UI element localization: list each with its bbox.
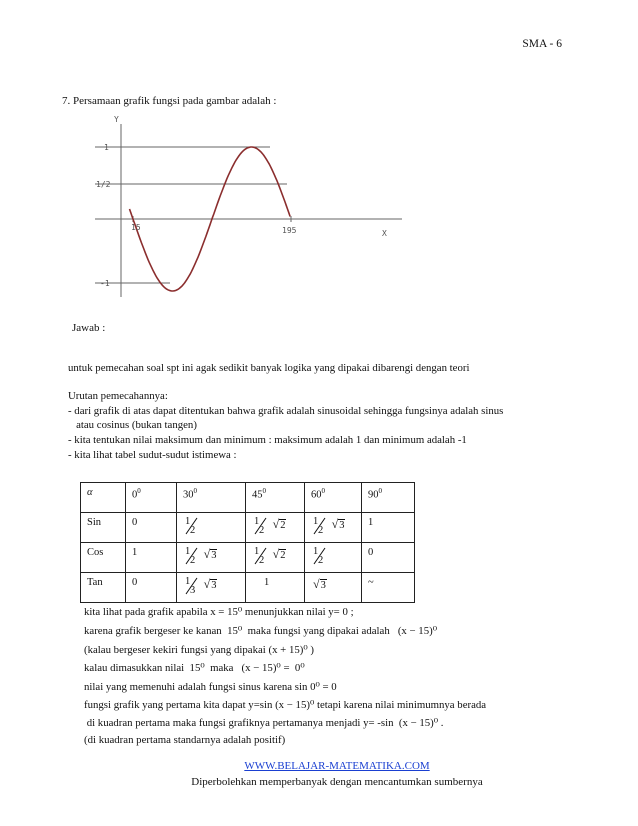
tan-60 (305, 573, 362, 603)
row-label-tan: Tan (81, 573, 126, 603)
step-2: - kita tentukan nilai maksimum dan minimum : maksimum adalah 1 dan minimum adalah -1 (68, 434, 467, 446)
sqrt-3: √3 (203, 547, 217, 561)
degree-mark: 0 (321, 487, 325, 495)
y-tick-half: 1/2 (96, 180, 111, 189)
angle-0: 0 (132, 489, 138, 501)
fraction-half: 1 2 (185, 516, 196, 536)
degree-mark: 0 (262, 487, 266, 495)
x-axis-label: X (382, 229, 387, 238)
cos-45 (246, 543, 305, 573)
row-label-sin: Sin (81, 513, 126, 543)
step-1b: atau cosinus (bukan tangen) (68, 419, 197, 431)
explanation-line-1: kita lihat pada grafik apabila x = 15⁰ menunjukkan nilai y= 0 ; (84, 606, 354, 618)
sqrt-2: √2 (272, 547, 286, 561)
sqrt-3: √3 (331, 517, 345, 531)
table-header-row (81, 483, 415, 513)
sin-30 (177, 513, 246, 543)
table-row-sin (81, 513, 415, 543)
fraction-half: 1 2 (254, 546, 265, 566)
alpha-symbol: α (87, 487, 93, 498)
fraction-half: 1 2 (313, 516, 324, 536)
fraction-third: 1 3 (185, 576, 196, 596)
degree-mark: 0 (137, 487, 141, 495)
y-axis-label: Y (114, 115, 119, 124)
cos-30 (177, 543, 246, 573)
intro-text: untuk pemecahan soal spt ini agak sedikit banyak logika yang dipakai dibarengi dengan teori (68, 362, 470, 374)
sin-90: 1 (362, 513, 415, 543)
explanation-line-7: di kuadran pertama maka fungsi grafiknya pertamanya menjadi y= -sin (x − 15)⁰ . (84, 717, 444, 729)
fraction-half: 1 2 (185, 546, 196, 566)
y-tick-1: 1 (104, 143, 109, 152)
cos-0: 1 (126, 543, 177, 573)
explanation-line-8: (di kuadran pertama standarnya adalah positif) (84, 734, 286, 746)
tan-0: 0 (126, 573, 177, 603)
explanation-line-3: (kalau bergeser kekiri fungsi yang dipakai (x + 15)⁰ ) (84, 644, 314, 656)
tan-90: ~ (362, 573, 415, 603)
x-tick-195: 195 (282, 226, 297, 235)
angle-90: 90 (368, 489, 379, 501)
explanation-line-2: karena grafik bergeser ke kanan 15⁰ maka fungsi yang dipakai adalah (x − 15)⁰ (84, 625, 438, 637)
explanation-line-6: fungsi grafik yang pertama kita dapat y=sin (x − 15)⁰ tetapi karena nilai minimumnya berada (84, 699, 487, 711)
table-row-cos (81, 543, 415, 573)
sin-45 (246, 513, 305, 543)
steps-title: Urutan pemecahannya: (68, 390, 168, 402)
footer-note: Diperbolehkan memperbanyak dengan mencantumkan sumbernya (191, 776, 483, 788)
question-text: 7. Persamaan grafik fungsi pada gambar adalah : (62, 95, 277, 107)
y-tick-minus1: -1 (100, 279, 110, 288)
sine-graph (90, 112, 410, 302)
sqrt-2: √2 (272, 517, 286, 531)
special-angles-table (80, 482, 415, 603)
fraction-half: 1 2 (254, 516, 265, 536)
angle-30: 30 (183, 489, 194, 501)
page-label: SMA - 6 (522, 38, 562, 50)
explanation-line-5: nilai yang memenuhi adalah fungsi sinus karena sin 0⁰ = 0 (84, 681, 337, 693)
sin-0: 0 (126, 513, 177, 543)
angle-60: 60 (311, 489, 322, 501)
tan-45: 1 (246, 573, 305, 603)
sqrt-3: √3 (313, 577, 326, 591)
step-1: - dari grafik di atas dapat ditentukan bahwa grafik adalah sinusoidal sehingga fungsinya adalah sinus (68, 405, 504, 417)
explanation-line-4: kalau dimasukkan nilai 15⁰ maka (x − 15)⁰ = 0⁰ (84, 662, 305, 674)
cos-90: 0 (362, 543, 415, 573)
step-3: - kita lihat tabel sudut-sudut istimewa : (68, 449, 237, 461)
table-row-tan (81, 573, 415, 603)
fraction-half: 1 2 (313, 546, 324, 566)
tan-30 (177, 573, 246, 603)
sqrt-3: √3 (203, 577, 217, 591)
x-tick-15: 15 (131, 223, 141, 232)
angle-45: 45 (252, 489, 263, 501)
jawab-label: Jawab : (72, 322, 106, 334)
cos-60 (305, 543, 362, 573)
sin-60 (305, 513, 362, 543)
degree-mark: 0 (378, 487, 382, 495)
row-label-cos: Cos (81, 543, 126, 573)
website-link[interactable]: WWW.BELAJAR-MATEMATIKA.COM (244, 760, 430, 772)
degree-mark: 0 (193, 487, 197, 495)
